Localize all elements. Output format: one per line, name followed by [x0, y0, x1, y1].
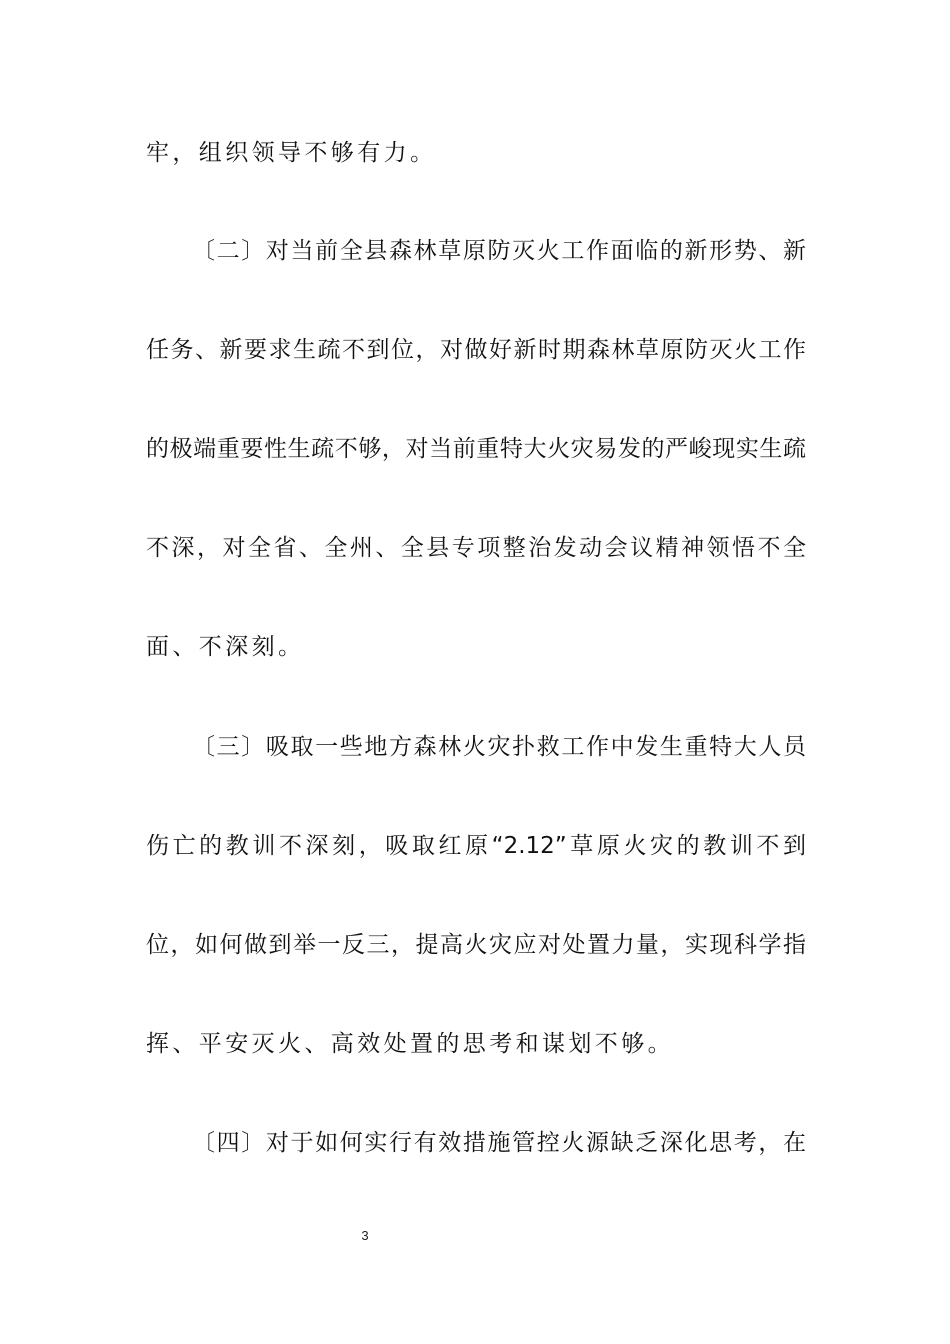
text-line-6: 面、不深刻。	[146, 634, 305, 660]
text-line-1: 牢，组织领导不够有力。	[146, 140, 437, 166]
text-line-10: 挥、平安灭火、高效处置的思考和谋划不够。	[146, 1031, 674, 1057]
text-line-9: 位，如何做到举一反三，提高火灾应对处置力量，实现科学指	[146, 932, 806, 958]
text-line-7: 〔三〕吸取一些地方森林火灾扑救工作中发生重特大人员	[192, 734, 806, 760]
text-line-4: 的极端重要性生疏不够，对当前重特大火灾易发的严峻现实生疏	[146, 436, 806, 462]
text-line-3: 任务、新要求生疏不到位，对做好新时期森林草原防灭火工作	[146, 337, 806, 363]
text-line-2: 〔二〕对当前全县森林草原防灭火工作面临的新形势、新	[192, 238, 806, 264]
text-line-11: 〔四〕对于如何实行有效措施管控火源缺乏深化思考，在	[192, 1130, 806, 1156]
text-line-8: 伤亡的教训不深刻，吸取红原“2.12”草原火灾的教训不到	[146, 833, 806, 859]
page-number: 3	[361, 1228, 369, 1243]
text-line-5: 不深，对全省、全州、全县专项整治发动会议精神领悟不全	[146, 535, 806, 561]
